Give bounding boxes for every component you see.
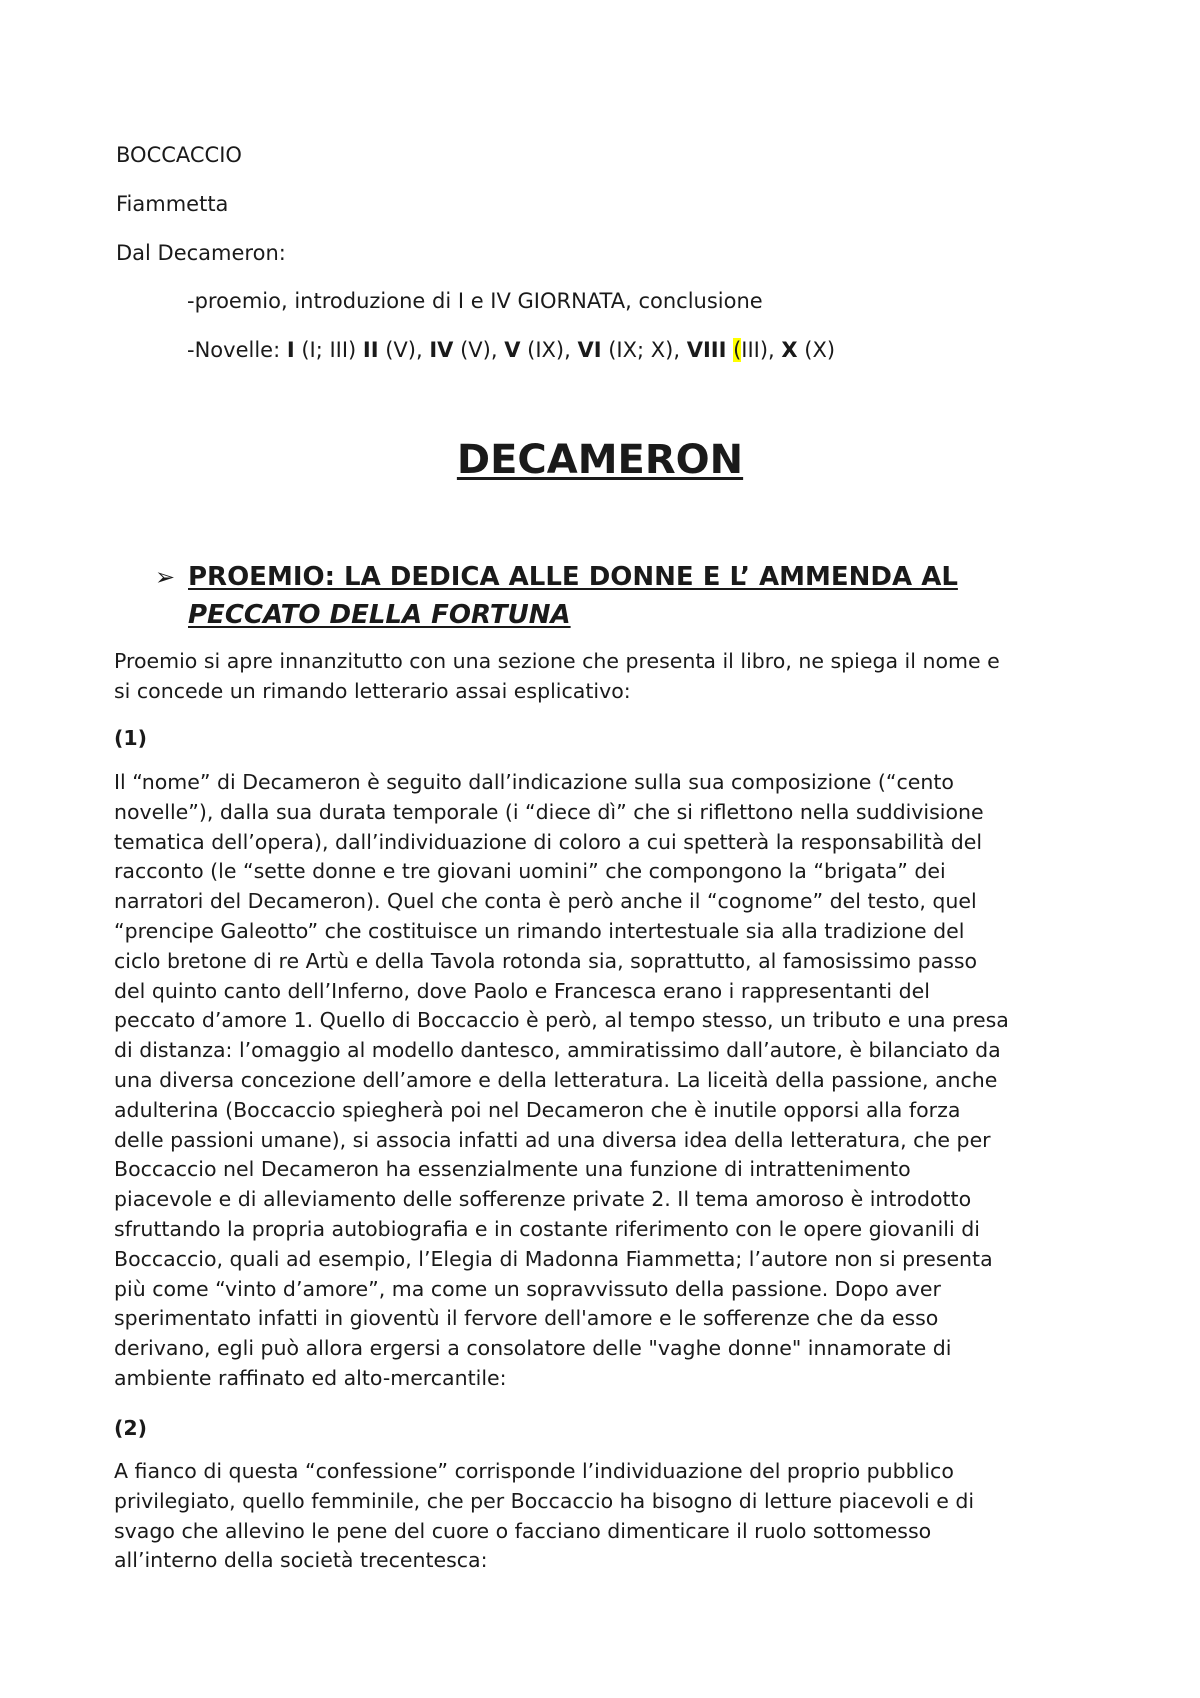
giornata-10-novelle: (X)	[797, 338, 836, 362]
text-line: narratori del Decameron). Quel che conta è però anche il “cognome” del testo, quel	[114, 889, 977, 914]
text-line: racconto (le “sette donne e tre giovani uomini” che compongono la “brigata” dei	[114, 859, 946, 884]
main-title: DECAMERON	[456, 437, 744, 483]
intro-paragraph	[114, 647, 1099, 707]
giornata-5-novelle: (IX),	[520, 338, 578, 362]
giornata-8: VIII	[686, 338, 727, 362]
giornata-2: II	[362, 338, 379, 362]
text-line: Il “nome” di Decameron è seguito dall’indicazione sulla sua composizione (“cento	[114, 770, 954, 794]
giornata-1: I	[286, 338, 295, 362]
text-line: privilegiato, quello femminile, che per Boccaccio ha bisogno di letture piacevoli e di	[114, 1488, 975, 1513]
giornata-6: VI	[577, 338, 602, 362]
giornata-4-novelle: (V),	[453, 338, 505, 362]
section-title-line-2: PECCATO DELLA FORTUNA	[188, 600, 571, 630]
text-line: del quinto canto dell’Inferno, dove Paolo e Francesca erano i rappresentanti del	[114, 978, 930, 1003]
giornata-8-novelle: III),	[741, 338, 782, 362]
work-line: Fiammetta	[116, 192, 229, 216]
closing-paragraph	[114, 1457, 1099, 1576]
text-line: ambiente raffinato ed alto-mercantile:	[114, 1365, 507, 1390]
reference-number-2: (2)	[114, 1416, 148, 1440]
text-line: ciclo bretone di re Artù e della Tavola rotonda sia, soprattutto, al famosissimo passo	[114, 948, 978, 973]
text-line: sperimentato infatti in gioventù il fervore dell'amore e le sofferenze che da esso	[114, 1306, 939, 1331]
author-heading: BOCCACCIO	[116, 143, 242, 167]
giornata-1-novelle: (I; III)	[294, 338, 363, 362]
text-line: Boccaccio, quali ad esempio, l’Elegia di Madonna Fiammetta; l’autore non si presenta	[114, 1246, 993, 1271]
giornata-4: IV	[429, 338, 454, 362]
text-line: “prencipe Galeotto” che costituisce un rimando intertestuale sia alla tradizione del	[114, 918, 965, 943]
text-line: Proemio si apre innanzitutto con una sezione che presenta il libro, ne spiega il nome e	[114, 649, 1000, 673]
text-line: peccato d’amore 1. Quello di Boccaccio è però, al tempo stesso, un tributo e una presa	[114, 1008, 1009, 1033]
section-title	[188, 558, 1088, 634]
text-line: più come “vinto d’amore”, ma come un sopravvissuto della passione. Dopo aver	[114, 1276, 941, 1301]
text-line: di distanza: l’omaggio al modello dantesco, ammiratissimo dall’autore, è bilanciato da	[114, 1038, 1001, 1063]
text-line: Boccaccio nel Decameron ha essenzialmente una funzione di intrattenimento	[114, 1157, 911, 1182]
text-line: derivano, egli può allora ergersi a consolatore delle "vaghe donne" innamorate di	[114, 1336, 952, 1361]
text-line: delle passioni umane), si associa infatti ad una diversa idea della letteratura, che per	[114, 1127, 991, 1152]
highlighted-paren: (	[733, 338, 742, 362]
text-line: novelle”), dalla sua durata temporale (i “diece dì” che si riflettono nella suddivisione	[114, 799, 984, 824]
syllabus-item-novelle	[187, 337, 835, 363]
text-line: piacevole e di alleviamento delle sofferenze private 2. Il tema amoroso è introdotto	[114, 1187, 972, 1212]
text-line: sfruttando la propria autobiografia e in costante riferimento con le opere giovanili di	[114, 1216, 980, 1241]
text-line: una diversa concezione dell’amore e della letteratura. La liceità della passione, anche	[114, 1067, 998, 1092]
giornata-6-novelle: (IX; X),	[601, 338, 687, 362]
from-label: Dal Decameron:	[116, 241, 286, 265]
text-line: A fianco di questa “confessione” corrisponde l’individuazione del proprio pubblico	[114, 1459, 954, 1483]
text-line: si concede un rimando letterario assai esplicativo:	[114, 678, 631, 703]
main-paragraph	[114, 768, 1099, 1394]
syllabus-item-proemio: -proemio, introduzione di I e IV GIORNATA, conclusione	[187, 289, 763, 313]
giornata-5: V	[504, 338, 521, 362]
text-line: adulterina (Boccaccio spiegherà poi nel Decameron che è inutile opporsi alla forza	[114, 1097, 961, 1122]
section-title-line-1: PROEMIO: LA DEDICA ALLE DONNE E L’ AMMENDA AL	[188, 562, 958, 592]
text-line: tematica dell’opera), dall’individuazione di coloro a cui spetterà la responsabilità del	[114, 829, 983, 854]
giornata-2-novelle: (V),	[378, 338, 430, 362]
text-line: svago che allevino le pene del cuore o facciano dimenticare il ruolo sottomesso	[114, 1518, 932, 1543]
giornata-10: X	[781, 338, 798, 362]
novelle-prefix: -Novelle:	[187, 338, 287, 362]
text-line: all’interno della società trecentesca:	[114, 1548, 488, 1573]
arrow-bullet-icon: ➢	[155, 563, 176, 591]
reference-number-1: (1)	[114, 726, 148, 750]
